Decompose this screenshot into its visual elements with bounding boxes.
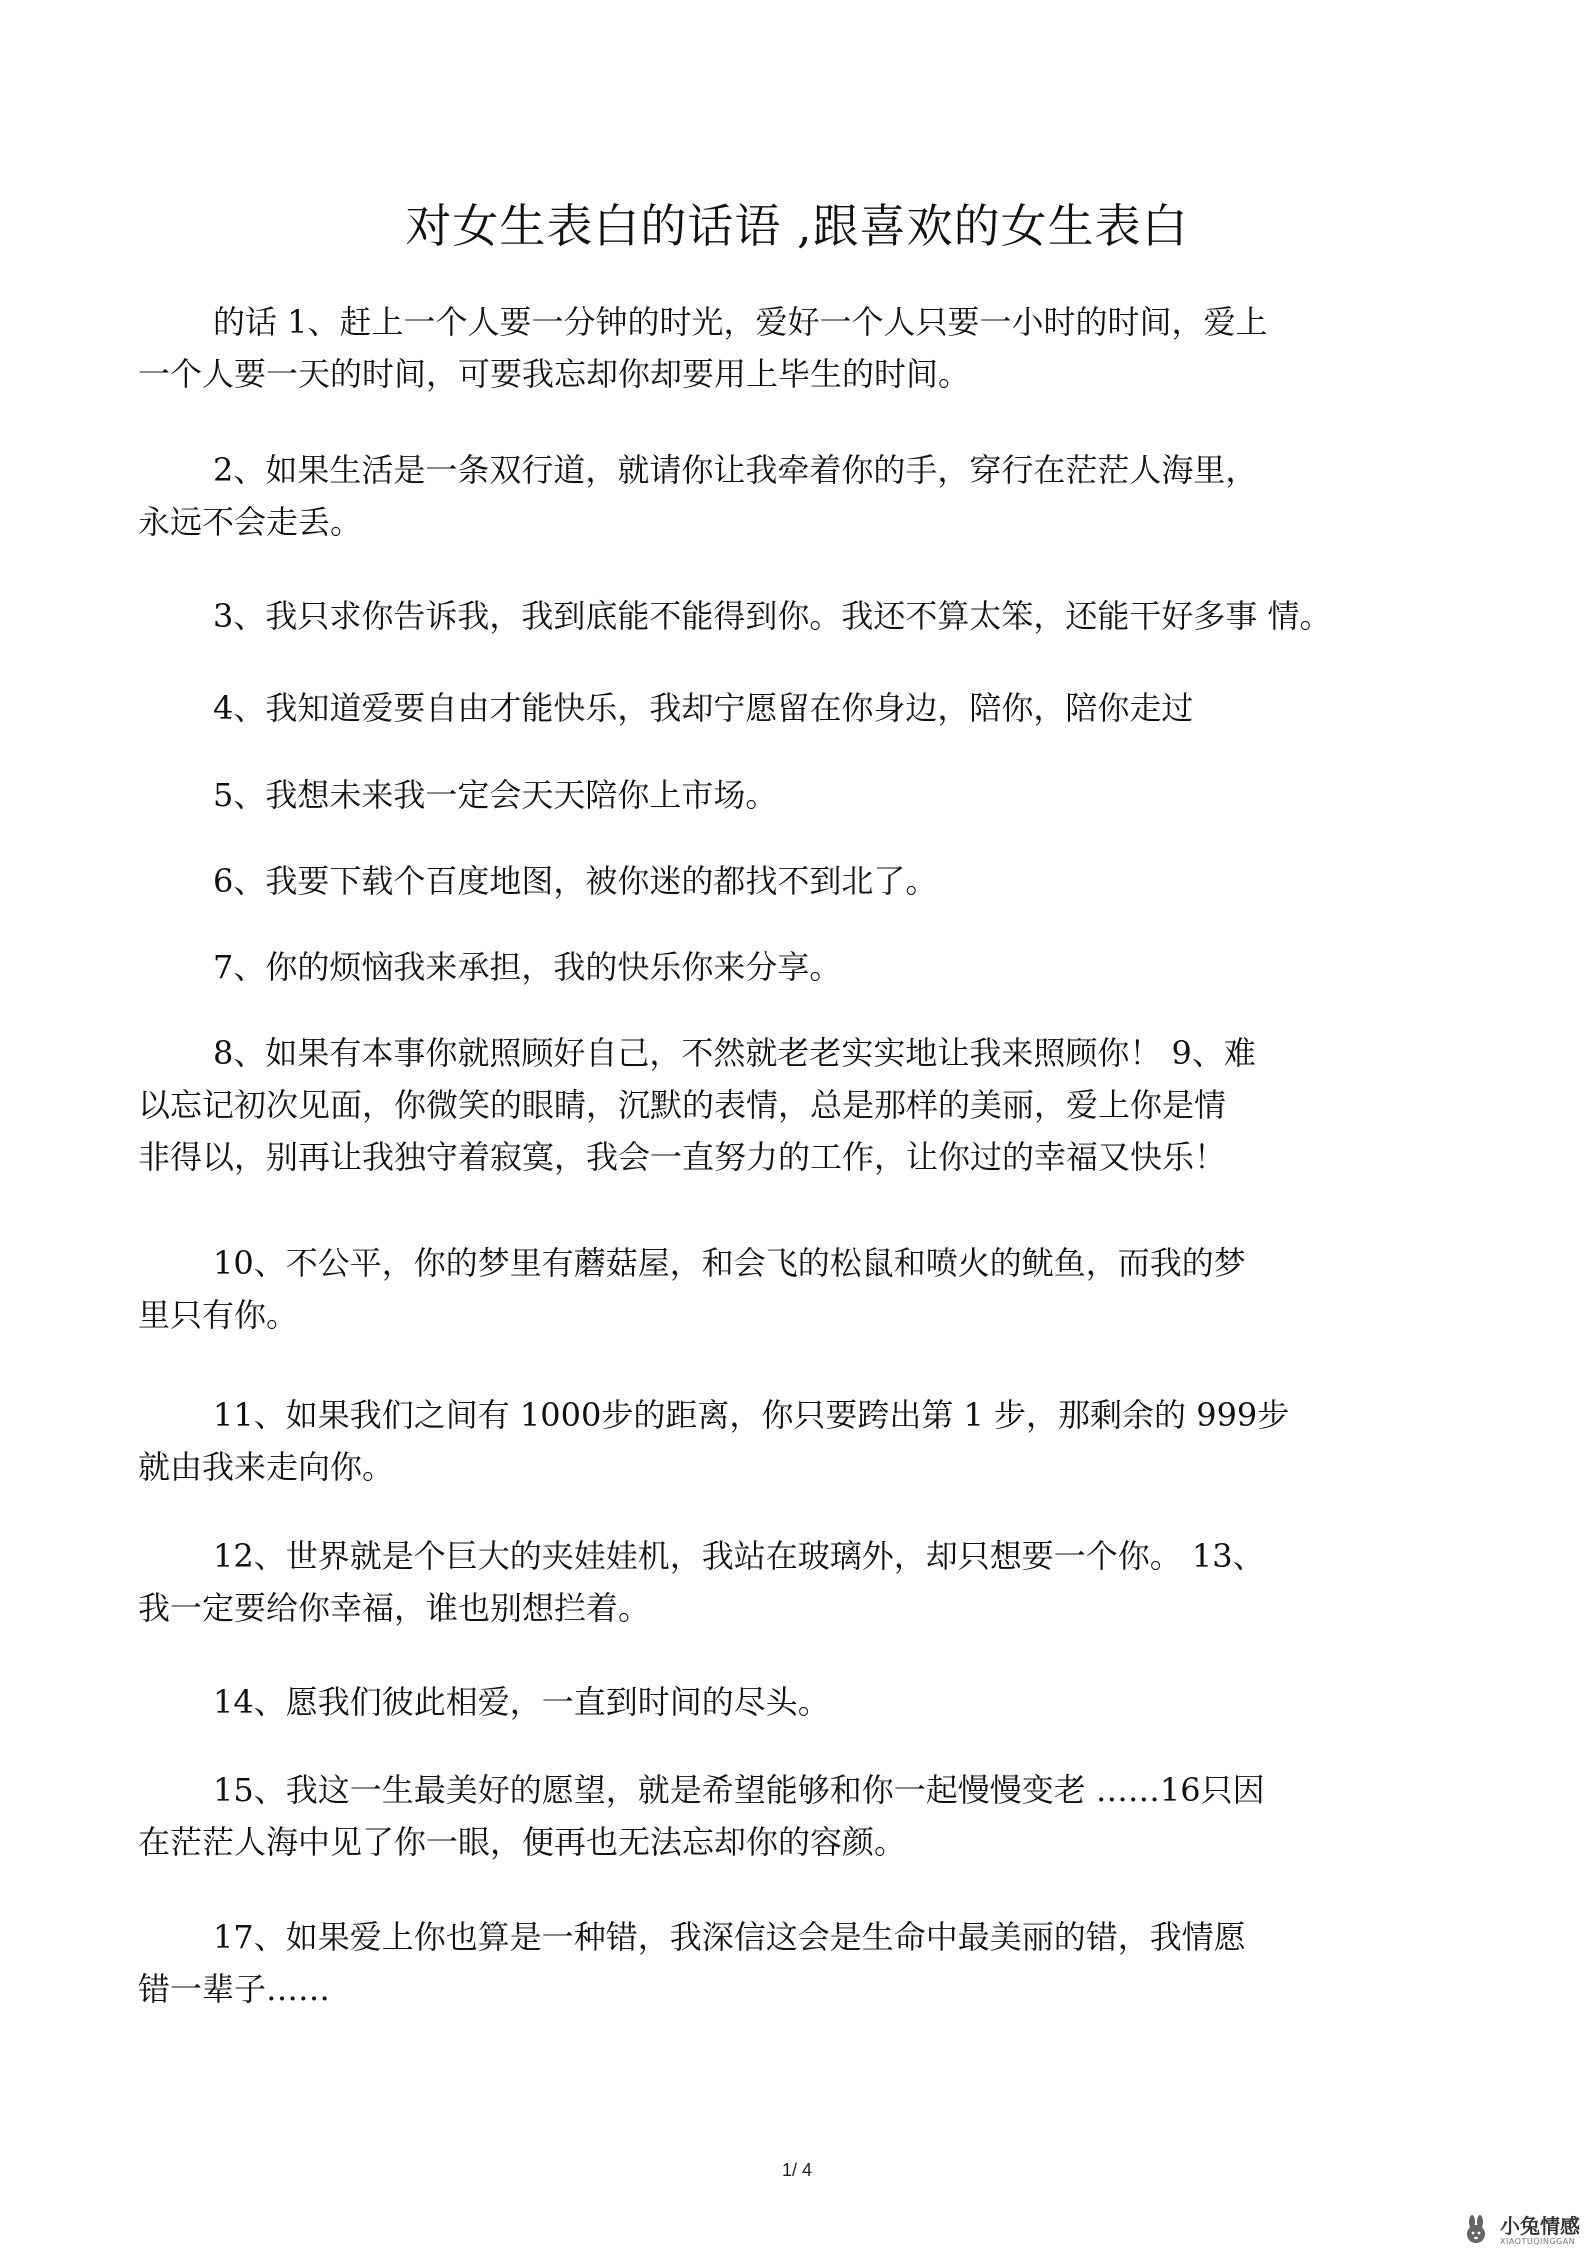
paragraph-2 — [138, 444, 1458, 548]
paragraph-15 — [138, 1764, 1458, 1868]
paragraph-line: 我一定要给你幸福，谁也别想拦着。 — [138, 1589, 651, 1627]
paragraph-6 — [138, 855, 1458, 907]
paragraph-line: 6、我要下载个百度地图，被你迷的都找不到北了。 — [213, 862, 938, 900]
document-title: 对女生表白的话语 ,跟喜欢的女生表白 — [405, 199, 1189, 253]
paragraph-10 — [138, 1237, 1458, 1341]
paragraph-4 — [138, 682, 1458, 734]
paragraph-line: 5、我想未来我一定会天天陪你上市场。 — [213, 776, 778, 814]
paragraph-8 — [138, 1027, 1458, 1183]
paragraph-line: 8、如果有本事你就照顾好自己，不然就老老实实地让我来照顾你！ 9、难 — [213, 1034, 1256, 1072]
paragraph-line: 12、世界就是个巨大的夹娃娃机，我站在玻璃外，却只想要一个你。 13、 — [213, 1537, 1265, 1575]
paragraph-line: 11、如果我们之间有 1000步的距离，你只要跨出第 1 步，那剩余的 999步 — [213, 1396, 1290, 1434]
rabbit-icon — [1460, 2214, 1494, 2248]
paragraph-line: 3、我只求你告诉我，我到底能不能得到你。我还不算太笨，还能干好多事 情。 — [213, 597, 1332, 635]
paragraph-1 — [138, 296, 1458, 400]
paragraph-line: 以忘记初次见面，你微笑的眼睛，沉默的表情，总是那样的美丽，爱上你是情 — [138, 1086, 1227, 1124]
paragraph-line: 15、我这一生最美好的愿望，就是希望能够和你一起慢慢变老 ……16只因 — [213, 1771, 1265, 1809]
paragraph-line: 2、如果生活是一条双行道，就请你让我牵着你的手，穿行在茫茫人海里， — [213, 451, 1258, 489]
page-number: 1/ 4 — [781, 2160, 813, 2180]
paragraph-11 — [138, 1389, 1458, 1493]
paragraph-3 — [138, 590, 1458, 642]
watermark-text-group — [1500, 2216, 1580, 2246]
watermark-text: 小兔情感 — [1500, 2214, 1580, 2238]
paragraph-line: 里只有你。 — [138, 1296, 299, 1334]
paragraph-17 — [138, 1911, 1458, 2015]
paragraph-line: 永远不会走丢。 — [138, 503, 363, 541]
paragraph-line: 的话 1、赶上一个人要一分钟的时光，爱好一个人只要一小时的时间，爱上 — [213, 303, 1268, 341]
paragraph-line: 错一辈子…… — [138, 1970, 331, 2008]
paragraph-line: 14、愿我们彼此相爱，一直到时间的尽头。 — [213, 1683, 830, 1721]
paragraph-line: 一个人要一天的时间，可要我忘却你却要用上毕生的时间。 — [138, 355, 971, 393]
paragraph-line: 10、不公平，你的梦里有蘑菇屋，和会飞的松鼠和喷火的鱿鱼，而我的梦 — [213, 1244, 1246, 1282]
paragraph-line: 7、你的烦恼我来承担，我的快乐你来分享。 — [213, 948, 842, 986]
paragraph-line: 非得以，别再让我独守着寂寞，我会一直努力的工作，让你过的幸福又快乐！ — [138, 1138, 1227, 1176]
paragraph-line: 17、如果爱上你也算是一种错，我深信这会是生命中最美丽的错，我情愿 — [213, 1918, 1246, 1956]
site-watermark — [1460, 2214, 1580, 2248]
watermark-subtext: XIAOTUQINGGAN — [1500, 2237, 1576, 2246]
paragraph-5 — [138, 769, 1458, 821]
paragraph-14 — [138, 1676, 1458, 1728]
paragraph-line: 4、我知道爱要自由才能快乐，我却宁愿留在你身边，陪你，陪你走过 — [213, 689, 1194, 727]
paragraph-line: 在茫茫人海中见了你一眼，便再也无法忘却你的容颜。 — [138, 1823, 907, 1861]
paragraph-12 — [138, 1530, 1458, 1634]
paragraph-7 — [138, 941, 1458, 993]
paragraph-line: 就由我来走向你。 — [138, 1448, 395, 1486]
